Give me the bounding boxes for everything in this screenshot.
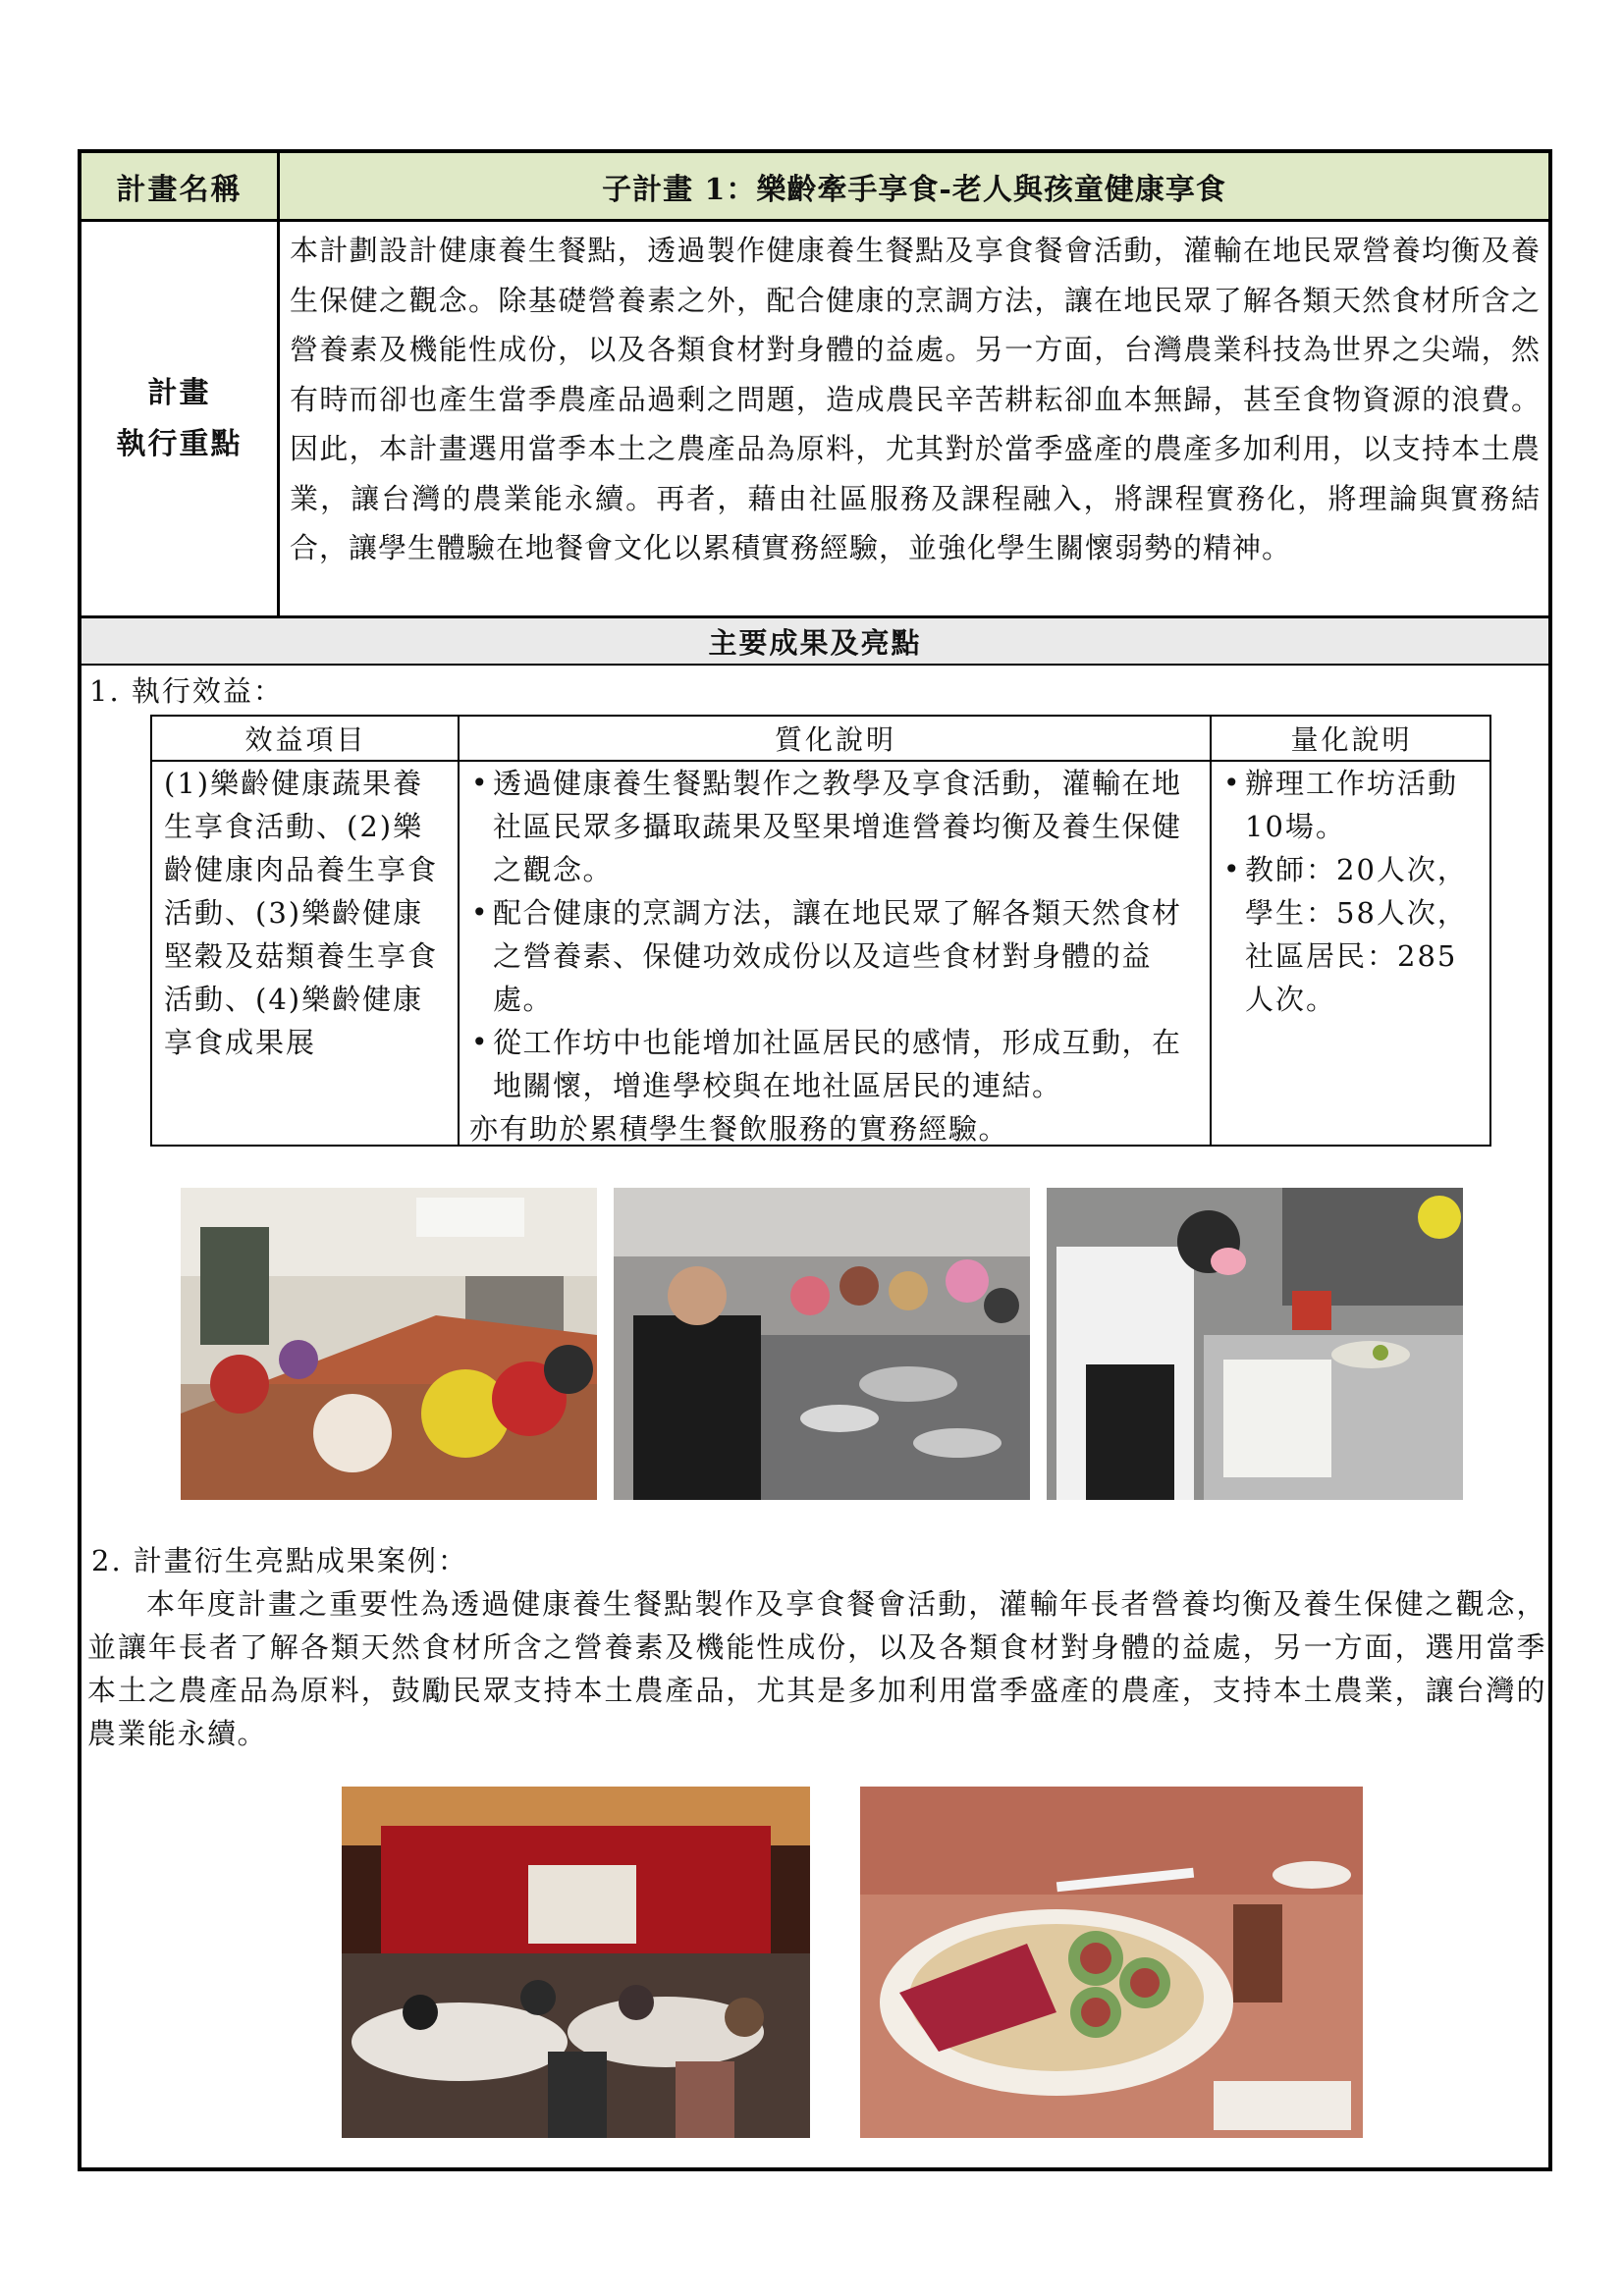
- plan-name-value: 子計畫 1：樂齡牽手享食-老人與孩童健康享食: [280, 153, 1548, 219]
- plan-focus-label-line2: 執行重點: [116, 426, 243, 461]
- cooking-demo-photo: [614, 1188, 1030, 1500]
- table-divider: [1210, 717, 1212, 1145]
- quantitative-bullet: • 辦理工作坊活動 10場。: [1221, 762, 1487, 848]
- plan-focus-label: [81, 222, 280, 615]
- qualitative-bullet: • 從工作坊中也能增加社區居民的感情，形成互動，在地關懷，增進學校與在地社區居民的連結。: [469, 1021, 1206, 1107]
- section2-text: 本年度計畫之重要性為透過健康養生餐點製作及享食餐會活動，灌輸年長者營養均衡及養生保健之觀念，並讓年長者了解各類天然食材所含之營養素及機能性成份，以及各類食材對身體的益處，另一方面，選用當季本土之農產品為原料，鼓勵民眾支持本土農產品，尤其是多加利用當季盛產的農產，支持本土農業，讓台灣的農業能永續。: [87, 1587, 1546, 1750]
- section1-heading: 1. 執行效益：: [89, 674, 284, 708]
- document-frame: [78, 149, 1552, 2171]
- banquet-hall-photo: [342, 1787, 810, 2138]
- plan-focus-row: [81, 222, 1548, 618]
- plan-name-row: [81, 153, 1548, 222]
- dish-plate-photo: [860, 1787, 1363, 2138]
- benefits-quantitative-cell: [1221, 762, 1487, 1145]
- benefits-header-quantitative: 量化說明: [1212, 717, 1491, 762]
- student-chef-photo: [1047, 1188, 1463, 1500]
- benefits-header-qualitative: 質化說明: [460, 717, 1212, 762]
- qualitative-tail: 亦有助於累積學生餐飲服務的實務經驗。: [469, 1112, 1009, 1146]
- quantitative-bullet: • 教師：20人次，學生：58人次，社區居民：285人次。: [1221, 848, 1487, 1021]
- qualitative-bullet: • 透過健康養生餐點製作之教學及享食活動，灌輸在地社區民眾多攝取蔬果及堅果增進營養均衡及養生保健之觀念。: [469, 762, 1206, 891]
- section2-heading: 2. 計畫衍生亮點成果案例：: [91, 1544, 468, 1577]
- plan-focus-label-line1: 計畫: [147, 375, 211, 410]
- benefits-header-item: 效益項目: [152, 717, 460, 762]
- benefits-table: [150, 715, 1491, 1147]
- qualitative-bullet: • 配合健康的烹調方法，讓在地民眾了解各類天然食材之營養素、保健功效成份以及這些食材對身體的益處。: [469, 891, 1206, 1021]
- highlights-title: 主要成果及亮點: [81, 618, 1548, 666]
- workshop-dining-photo: [181, 1188, 597, 1500]
- benefits-items-cell: (1)樂齡健康蔬果養生享食活動、(2)樂齡健康肉品養生享食活動、(3)樂齡健康堅穀及菇類養生享食活動、(4)樂齡健康享食成果展: [164, 767, 439, 1059]
- plan-focus-text: 本計劃設計健康養生餐點，透過製作健康養生餐點及享食餐會活動，灌輸在地民眾營養均衡及養生保健之觀念。除基礎營養素之外，配合健康的烹調方法，讓在地民眾了解各類天然食材所含之營養素及機能性成份，以及各類食材對身體的益處。另一方面，台灣農業科技為世界之尖端，然有時而卻也產生當季農產品過剩之問題，造成農民辛苦耕耘卻血本無歸，甚至食物資源的浪費。因此，本計畫選用當季本土之農產品為原料，尤其對於當季盛產的農產多加利用，以支持本土農業，讓台灣的農業能永續。再者，藉由社區服務及課程融入，將課程實務化，將理論與實務結合，讓學生體驗在地餐會文化以累積實務經驗，並強化學生關懷弱勢的精神。: [290, 234, 1541, 564]
- benefits-qualitative-cell: [469, 762, 1206, 1145]
- plan-name-label: 計畫名稱: [81, 153, 280, 219]
- table-divider: [458, 717, 460, 1145]
